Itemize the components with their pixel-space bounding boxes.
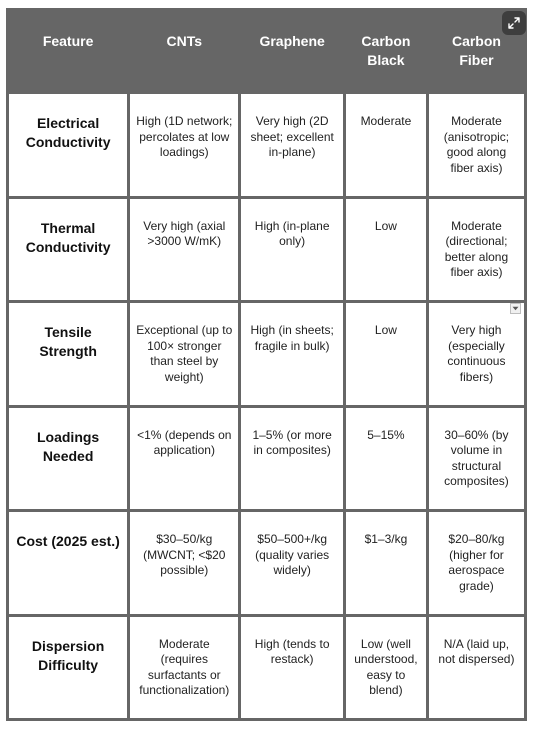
table-cell: 1–5% (or more in composites) [241, 408, 343, 510]
table-cell: Very high (2D sheet; excellent in-plane) [241, 94, 343, 196]
feature-cell: Electrical Conductivity [9, 94, 127, 196]
feature-cell: Loadings Needed [9, 408, 127, 510]
feature-cell: Thermal Conductivity [9, 199, 127, 301]
feature-cell: Tensile Strength [9, 303, 127, 405]
column-header-cnts: CNTs [130, 11, 238, 91]
table-cell: Moderate (requires surfactants or functionalization) [130, 617, 238, 719]
table-row [9, 408, 524, 510]
table-cell: $30–50/kg (MWCNT; <$20 possible) [130, 512, 238, 614]
table-row [9, 94, 524, 196]
feature-cell: Cost (2025 est.) [9, 512, 127, 614]
table-cell: Low [346, 303, 426, 405]
table-row [9, 617, 524, 719]
column-header-feature: Feature [9, 11, 127, 91]
chevron-down-icon [512, 306, 519, 311]
table-cell: 5–15% [346, 408, 426, 510]
table-cell: Exceptional (up to 100× stronger than steel by weight) [130, 303, 238, 405]
table-cell: Low [346, 199, 426, 301]
expand-button[interactable] [502, 11, 526, 35]
table-cell: Very high (axial >3000 W/mK) [130, 199, 238, 301]
table-cell: Moderate (anisotropic; good along fiber axis) [429, 94, 524, 196]
table-row [9, 199, 524, 301]
feature-cell: Dispersion Difficulty [9, 617, 127, 719]
table-cell: $20–80/kg (higher for aerospace grade) [429, 512, 524, 614]
column-header-carbon-black: Carbon Black [346, 11, 426, 91]
table-row [9, 303, 524, 405]
table-row [9, 512, 524, 614]
expand-icon [507, 16, 521, 30]
comparison-table-container [6, 8, 527, 721]
table-cell: Very high (especially continuous fibers) [429, 303, 524, 405]
table-cell: High (in sheets; fragile in bulk) [241, 303, 343, 405]
table-cell: N/A (laid up, not dispersed) [429, 617, 524, 719]
table-cell: High (in-plane only) [241, 199, 343, 301]
cell-dropdown-button[interactable] [510, 303, 521, 314]
column-header-carbon-fiber: Carbon Fiber [429, 11, 524, 91]
table-cell: High (tends to restack) [241, 617, 343, 719]
table-cell: <1% (depends on application) [130, 408, 238, 510]
table-cell: 30–60% (by volume in structural composites) [429, 408, 524, 510]
table-cell: Moderate (directional; better along fiber axis) [429, 199, 524, 301]
comparison-table [6, 8, 527, 721]
table-cell: Moderate [346, 94, 426, 196]
table-cell: $50–500+/kg (quality varies widely) [241, 512, 343, 614]
table-header-row [9, 11, 524, 91]
table-cell: Low (well understood, easy to blend) [346, 617, 426, 719]
table-cell: High (1D network; percolates at low loadings) [130, 94, 238, 196]
column-header-graphene: Graphene [241, 11, 343, 91]
table-cell: $1–3/kg [346, 512, 426, 614]
